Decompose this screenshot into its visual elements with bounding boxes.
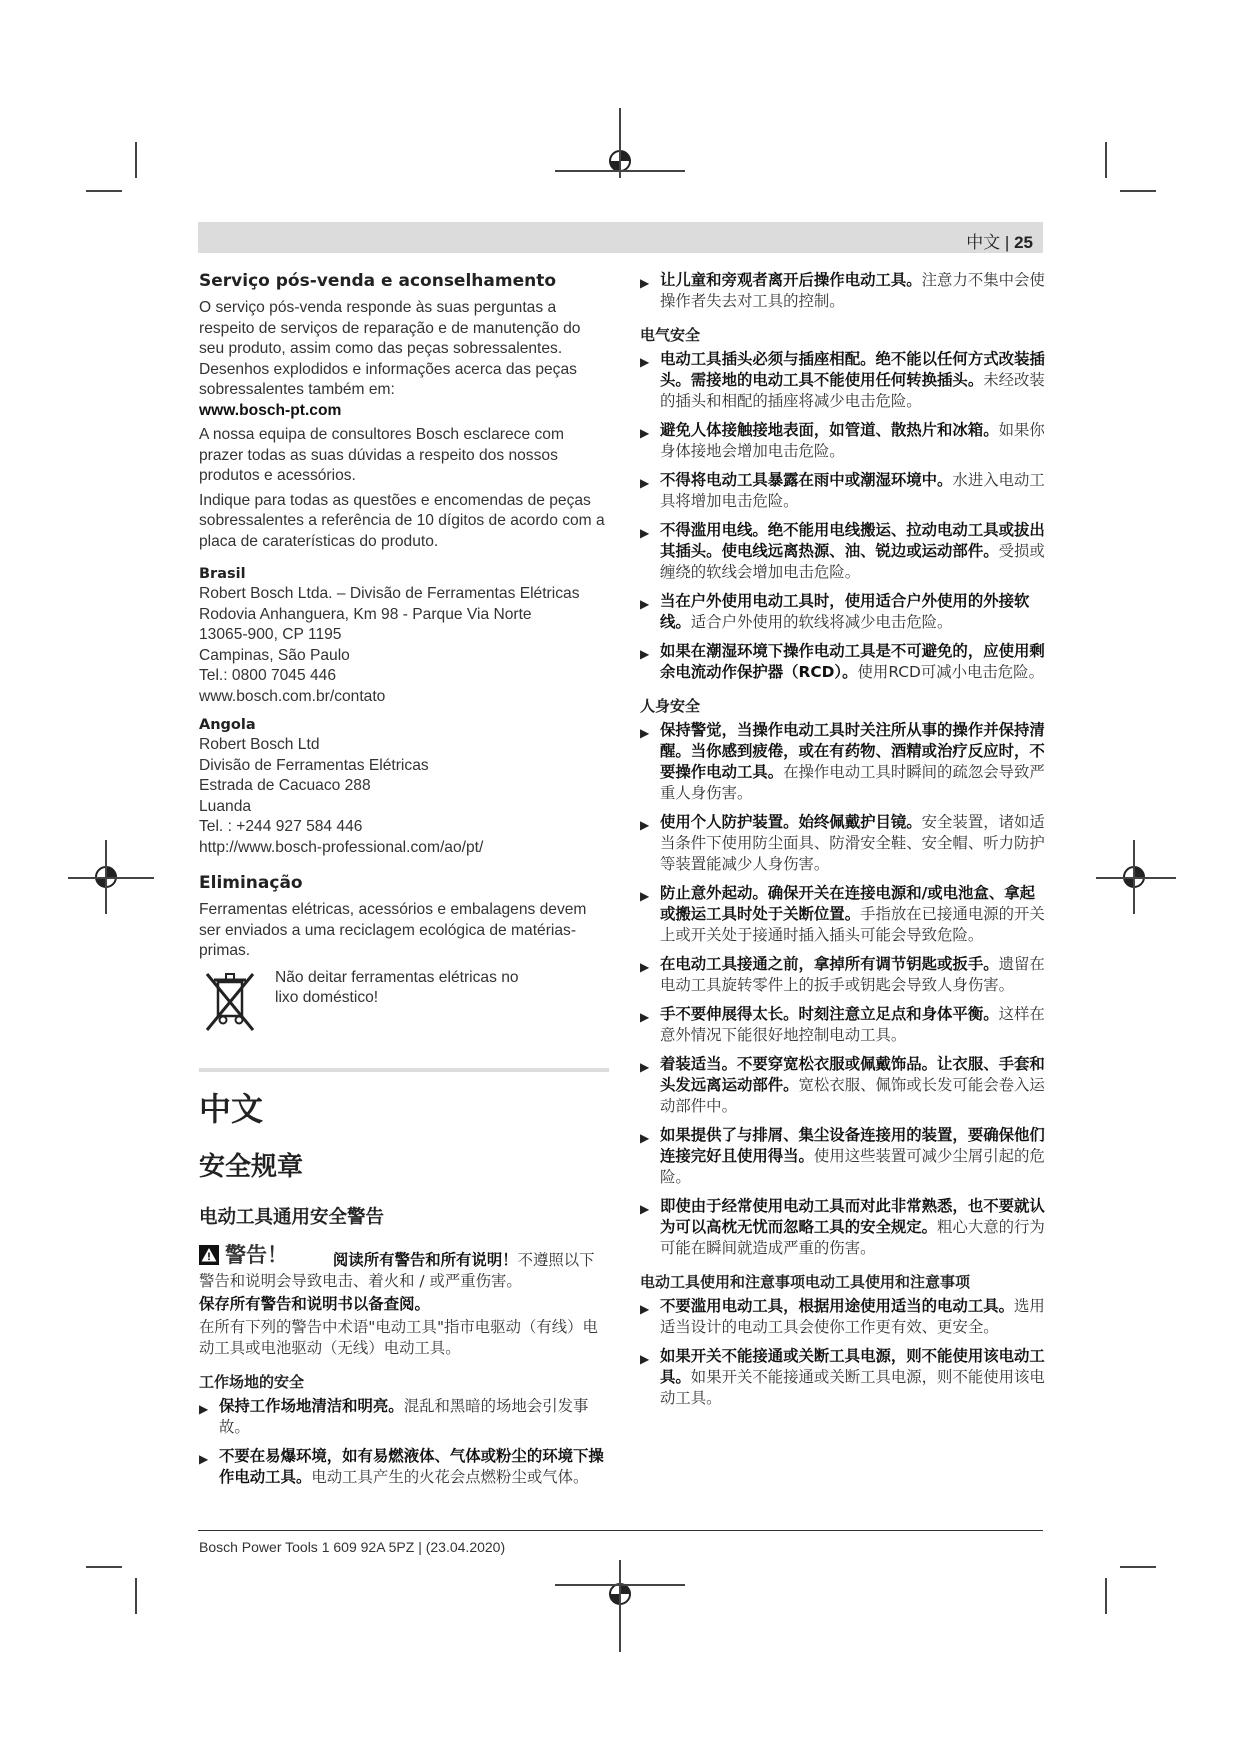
- brasil-title: Brasil: [199, 566, 246, 582]
- footer-text: Bosch Power Tools 1 609 92A 5PZ | (23.04.2020): [199, 1539, 506, 1555]
- bullet-icon: ▶: [640, 647, 650, 661]
- bullet-text: 未经改装的插头和相配的插座将减少电击危险。: [660, 371, 1045, 410]
- list-item: [199, 1446, 609, 1488]
- bullet-text: 受损或缠绕的软线会增加电击危险。: [660, 542, 1045, 581]
- bullet-icon: ▶: [640, 355, 650, 369]
- crop-mark: [1120, 1566, 1156, 1568]
- bullet-icon: ▶: [640, 889, 650, 903]
- warning-word: 警告！: [225, 1242, 288, 1267]
- elimination-title: Eliminação: [199, 873, 303, 893]
- bullet-bold: 着装适当。不要穿宽松衣服或佩戴饰品。让衣服、手套和头发远离运动部件。: [660, 1055, 1045, 1094]
- header-language: 中文: [966, 233, 1001, 252]
- bullet-text: 这样在意外情况下能很好地控制电动工具。: [660, 1005, 1045, 1044]
- bullet-icon: ▶: [640, 1302, 650, 1316]
- bullet-bold: 不要滥用电动工具，根据用途使用适当的电动工具。: [660, 1297, 1014, 1315]
- bullet-icon: ▶: [199, 1402, 209, 1416]
- bullet-icon: ▶: [640, 1131, 650, 1145]
- bullet-text: 电动工具产生的火花会点燃粉尘或气体。: [311, 1468, 589, 1486]
- list-item: [640, 1196, 1045, 1259]
- bullet-bold: 即使由于经常使用电动工具而对此非常熟悉，也不要就认为可以高枕无忧而忽略工具的安全规定。: [660, 1197, 1045, 1236]
- bullet-text: 选用适当设计的电动工具会使你工作更有效、更安全。: [660, 1297, 1045, 1336]
- crop-mark: [555, 1584, 685, 1586]
- bullet-text: 如果开关不能接通或关断工具电源，则不能使用该电动工具。: [660, 1368, 1045, 1407]
- bullet-text: 使用RCD可减小电击危险。: [857, 663, 1044, 681]
- bullet-bold: 让儿童和旁观者离开后操作电动工具。: [660, 271, 922, 289]
- bullet-icon: ▶: [640, 818, 650, 832]
- angola-address: [199, 735, 609, 858]
- service-url: www.bosch-pt.com: [199, 401, 342, 419]
- bullet-bold: 保持工作场地清洁和明亮。: [219, 1397, 404, 1415]
- list-item: [640, 470, 1045, 512]
- bullet-icon: ▶: [640, 1060, 650, 1074]
- address-line: Luanda: [199, 797, 252, 815]
- bullet-text: 使用这些装置可减少尘屑引起的危险。: [660, 1147, 1045, 1186]
- list-item: [640, 349, 1045, 412]
- address-line: Campinas, São Paulo: [199, 646, 350, 664]
- bullet-bold: 如果开关不能接通或关断工具电源，则不能使用该电动工具。: [660, 1347, 1045, 1386]
- tool-use-title: 电动工具使用和注意事项电动工具使用和注意事项: [640, 1273, 971, 1291]
- bullet-bold: 避免人体接触接地表面，如管道、散热片和冰箱。: [660, 421, 999, 439]
- address-line: Robert Bosch Ltd: [199, 736, 320, 753]
- crop-mark: [135, 1578, 137, 1614]
- service-paragraph: A nossa equipa de consultores Bosch esclarece com prazer todas as suas dúvidas a respeito dos nossos produtos e acessórios.: [199, 426, 564, 484]
- address-line: http://www.bosch-professional.com/ao/pt/: [199, 838, 484, 856]
- list-item: [640, 520, 1045, 583]
- elimination-paragraph: Ferramentas elétricas, acessórios e embalagens devem ser enviados a uma reciclagem ecológica de matérias-primas.: [199, 901, 587, 959]
- bullet-icon: ▶: [640, 476, 650, 490]
- bullet-text: 如果你身体接地会增加电击危险。: [660, 421, 1045, 460]
- list-item: [640, 1125, 1045, 1188]
- bullet-icon: ▶: [640, 276, 650, 290]
- bullet-icon: ▶: [199, 1452, 209, 1466]
- disposal-notice: [199, 968, 609, 1034]
- address-line: Tel. : +244 927 584 446: [199, 818, 363, 835]
- bullet-text: 注意力不集中会使操作者失去对工具的控制。: [660, 271, 1045, 310]
- bullet-icon: ▶: [640, 526, 650, 540]
- bullet-icon: ▶: [640, 1202, 650, 1216]
- general-warning-title: 电动工具通用安全警告: [199, 1206, 385, 1228]
- bullet-icon: ▶: [640, 1352, 650, 1366]
- warning-bold: 阅读所有警告和所有说明！: [332, 1251, 518, 1269]
- bullet-text: 适合户外使用的软线将减少电击危险。: [690, 613, 953, 631]
- crossed-bin-icon: [199, 968, 261, 1034]
- bullet-bold: 不得滥用电线。绝不能用电线搬运、拉动电动工具或拔出其插头。使电线远离热源、油、锐边或运动部件。: [660, 521, 1045, 560]
- list-item: [640, 641, 1045, 683]
- crop-mark: [86, 190, 122, 192]
- left-column: [199, 270, 609, 1496]
- bullet-bold: 使用个人防护装置。始终佩戴护目镜。: [660, 813, 922, 831]
- crop-mark: [619, 108, 621, 178]
- bullet-bold: 电动工具插头必须与插座相配。绝不能以任何方式改装插头。需接地的电动工具不能使用任何转换插头。: [660, 350, 1045, 389]
- header-separator: |: [1004, 233, 1010, 252]
- angola-title: Angola: [199, 717, 256, 733]
- bullet-icon: ▶: [640, 726, 650, 740]
- bullet-icon: ▶: [640, 597, 650, 611]
- bullet-bold: 如果在潮湿环境下操作电动工具是不可避免的，应使用剩余电流动作保护器（RCD）。: [660, 642, 1045, 681]
- bullet-text: 遗留在电动工具旋转零件上的扳手或钥匙会导致人身伤害。: [660, 955, 1045, 994]
- warning-block: [199, 1242, 609, 1293]
- brasil-address: [199, 584, 609, 707]
- footer-rule: [198, 1530, 1043, 1531]
- bullet-icon: ▶: [640, 426, 650, 440]
- address-line: Divisão de Ferramentas Elétricas: [199, 756, 429, 774]
- list-item: [640, 1004, 1045, 1046]
- bullet-bold: 保持警觉，当操作电动工具时关注所从事的操作并保持清醒。当你感到疲倦，或在有药物、酒精或治疗反应时，不要操作电动工具。: [660, 721, 1045, 781]
- list-item: [640, 1296, 1045, 1338]
- address-line: Estrada de Cacuaco 288: [199, 777, 371, 794]
- warning-triangle-icon: [199, 1245, 219, 1265]
- electrical-safety-title: 电气安全: [640, 326, 701, 344]
- bullet-text: 水进入电动工具将增加电击危险。: [660, 471, 1045, 510]
- list-item: [640, 954, 1045, 996]
- address-line: 13065-900, CP 1195: [199, 626, 342, 643]
- safety-title: 安全规章: [199, 1151, 304, 1182]
- warning-text: 不遵照以下警告和说明会导致电击、着火和 / 或严重伤害。: [199, 1251, 595, 1290]
- address-line: Rodovia Anhanguera, Km 98 - Parque Via Norte: [199, 605, 532, 623]
- list-item: [640, 270, 1045, 312]
- bullet-bold: 不要在易爆环境，如有易燃液体、气体或粉尘的环境下操作电动工具。: [219, 1447, 604, 1486]
- address-line: Robert Bosch Ltda. – Divisão de Ferramentas Elétricas: [199, 585, 580, 602]
- bullet-bold: 如果提供了与排屑、集尘设备连接用的装置，要确保他们连接完好且使用得当。: [660, 1126, 1045, 1165]
- crop-mark: [555, 170, 685, 172]
- address-line: Tel.: 0800 7045 446: [199, 667, 336, 684]
- crop-mark: [86, 1566, 122, 1568]
- address-line: www.bosch.com.br/contato: [199, 687, 386, 705]
- bullet-text: 混乱和黑暗的场地会引发事故。: [219, 1397, 589, 1436]
- list-item: [640, 1346, 1045, 1409]
- term-definition: 在所有下列的警告中术语"电动工具"指市电驱动（有线）电动工具或电池驱动（无线）电动工具。: [199, 1318, 598, 1357]
- bullet-bold: 防止意外起动。确保开关在连接电源和/或电池盒、拿起或搬运工具时处于关断位置。: [660, 884, 1035, 923]
- crop-mark: [1120, 190, 1156, 192]
- bullet-bold: 不得将电动工具暴露在雨中或潮湿环境中。: [660, 471, 953, 489]
- crop-mark: [1105, 1578, 1107, 1614]
- keep-instructions: 保存所有警告和说明书以备查阅。: [199, 1295, 430, 1313]
- crop-mark: [68, 877, 154, 879]
- chinese-section-title: 中文: [199, 1089, 264, 1128]
- work-area-title: 工作场地的安全: [199, 1373, 305, 1391]
- service-paragraph: O serviço pós-venda responde às suas perguntas a respeito de serviços de reparação e de manutenção do seu produto, assim como das peças sobressalentes. Desenhos explodidos e informações acerca das peças sobressalentes também em:: [199, 299, 581, 398]
- bullet-bold: 在电动工具接通之前，拿掉所有调节钥匙或扳手。: [660, 955, 999, 973]
- service-title: Serviço pós-venda e aconselhamento: [199, 271, 557, 291]
- bullet-text: 手指放在已接通电源的开关上或开关处于接通时插入插头可能会导致危险。: [660, 905, 1045, 944]
- page-header: [966, 228, 1033, 253]
- bullet-bold: 手不要伸展得太长。时刻注意立足点和身体平衡。: [660, 1005, 999, 1023]
- bullet-text: 在操作电动工具时瞬间的疏忽会导致严重人身伤害。: [660, 763, 1045, 802]
- service-paragraph: Indique para todas as questões e encomendas de peças sobressalentes a referência de 10 dígitos de acordo com a placa de caraterísticas do produto.: [199, 491, 605, 550]
- bullet-icon: ▶: [640, 1010, 650, 1024]
- list-item: [640, 1054, 1045, 1117]
- list-item: [640, 720, 1045, 804]
- crop-mark: [135, 142, 137, 178]
- section-divider: [199, 1068, 609, 1072]
- list-item: [199, 1396, 609, 1438]
- bullet-text: 宽松衣服、佩饰或长发可能会卷入运动部件中。: [660, 1076, 1045, 1115]
- right-column: [640, 270, 1045, 1417]
- warning-label: [199, 1242, 288, 1267]
- crop-mark: [1096, 877, 1176, 879]
- list-item: [640, 420, 1045, 462]
- bullet-text: 粗心大意的行为可能在瞬间就造成严重的伤害。: [660, 1218, 1045, 1257]
- crop-mark: [1105, 142, 1107, 178]
- list-item: [640, 812, 1045, 875]
- list-item: [640, 883, 1045, 946]
- bullet-bold: 当在户外使用电动工具时，使用适合户外使用的外接软线。: [660, 592, 1030, 631]
- page-header-bar: [198, 222, 1043, 253]
- list-item: [640, 591, 1045, 633]
- crop-mark: [619, 1560, 621, 1652]
- disposal-text: Não deitar ferramentas elétricas no lixo doméstico!: [275, 968, 519, 1006]
- bullet-icon: ▶: [640, 960, 650, 974]
- page-number: 25: [1014, 233, 1033, 252]
- personal-safety-title: 人身安全: [640, 697, 701, 715]
- bullet-text: 安全装置，诸如适当条件下使用防尘面具、防滑安全鞋、安全帽、听力防护等装置能减少人身伤害。: [660, 813, 1045, 873]
